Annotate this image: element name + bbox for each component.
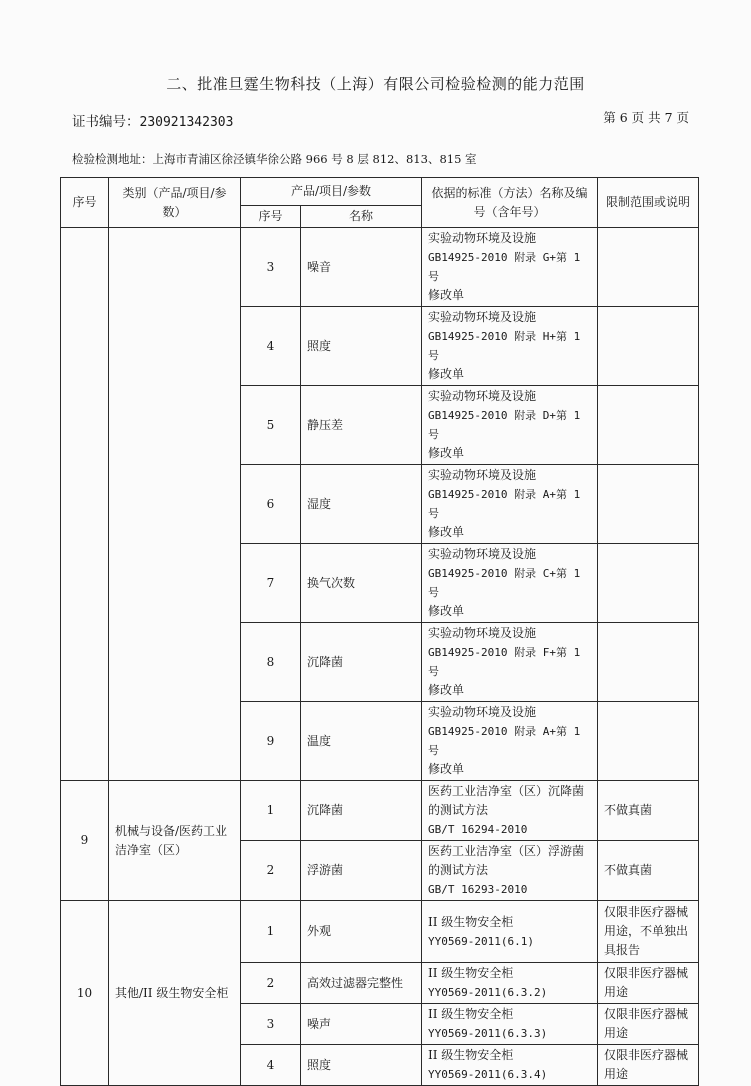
certificate-number [72,110,233,130]
page-title: 二、批准旦霆生物科技（上海）有限公司检验检测的能力范围 [166,75,585,93]
row-limit: 不做真菌 [598,781,699,841]
row-seq: 6 [241,465,301,544]
table-row [61,228,699,307]
header-standard: 依据的标准（方法）名称及编号（含年号） [422,178,598,228]
std-line: II 级生物安全柜 [428,1007,514,1021]
row-limit: 仅限非医疗器械用途 [598,1004,699,1045]
group-category: 机械与设备/医药工业洁净室（区） [109,781,241,901]
std-line: 修改单 [428,683,465,697]
group-category: 其他/II 级生物安全柜 [109,901,241,1086]
std-line: YY0569-2011(6.3.3) [428,1027,548,1040]
row-seq: 2 [241,963,301,1004]
row-seq: 4 [241,307,301,386]
row-seq: 4 [241,1045,301,1086]
row-name: 照度 [301,1045,422,1086]
row-limit: 仅限非医疗器械用途，不单独出具报告 [598,901,699,963]
std-line: 的测试方法 [428,803,489,817]
std-line: II 级生物安全柜 [428,966,514,980]
row-name: 浮游菌 [301,841,422,901]
std-line: GB14925-2010 附录 G+第 1 号 [428,251,581,283]
row-name: 外观 [301,901,422,963]
row-name: 沉降菌 [301,781,422,841]
std-line: 实验动物环境及设施 [428,547,537,561]
row-standard [422,1045,598,1086]
header-product-group: 产品/项目/参数 [241,178,422,206]
address-value: 上海市青浦区徐泾镇华徐公路 966 号 8 层 812、813、815 室 [152,152,477,166]
row-name: 换气次数 [301,544,422,623]
row-seq: 3 [241,1004,301,1045]
row-limit [598,228,699,307]
std-line: GB14925-2010 附录 D+第 1 号 [428,409,581,441]
header-name: 名称 [301,206,422,228]
row-limit [598,386,699,465]
row-standard [422,307,598,386]
row-name: 噪声 [301,1004,422,1045]
row-standard [422,465,598,544]
std-line: 修改单 [428,446,465,460]
group-seq [61,228,109,781]
group-category [109,228,241,781]
row-name: 静压差 [301,386,422,465]
table-row [61,901,699,963]
header-category: 类别（产品/项目/参数） [109,178,241,228]
row-limit [598,702,699,781]
capability-table [60,177,699,1086]
row-standard [422,544,598,623]
row-seq: 1 [241,901,301,963]
header-seq: 序号 [61,178,109,228]
cert-value: 230921342303 [139,115,234,130]
row-standard [422,623,598,702]
test-address [72,151,477,167]
std-line: GB/T 16293-2010 [428,883,528,896]
std-line: 修改单 [428,604,465,618]
row-limit [598,623,699,702]
std-line: GB14925-2010 附录 F+第 1 号 [428,646,581,678]
row-name: 高效过滤器完整性 [301,963,422,1004]
row-standard [422,1004,598,1045]
row-standard [422,228,598,307]
row-seq: 1 [241,781,301,841]
row-limit [598,465,699,544]
std-line: 修改单 [428,367,465,381]
std-line: GB14925-2010 附录 A+第 1 号 [428,488,581,520]
std-line: II 级生物安全柜 [428,914,514,929]
header-sub-seq: 序号 [241,206,301,228]
group-seq: 9 [61,781,109,901]
std-line: YY0569-2011(6.3.2) [428,986,548,999]
std-line: 修改单 [428,762,465,776]
row-standard [422,901,598,963]
row-limit: 不做真菌 [598,841,699,901]
row-standard [422,702,598,781]
group-seq: 10 [61,901,109,1086]
std-line: II 级生物安全柜 [428,1048,514,1062]
std-line: 的测试方法 [428,863,489,877]
table-row [61,781,699,841]
std-line: GB14925-2010 附录 C+第 1 号 [428,567,581,599]
std-line: 实验动物环境及设施 [428,231,537,245]
row-seq: 3 [241,228,301,307]
address-label: 检验检测地址： [72,152,153,166]
std-line: 医药工业洁净室（区）浮游菌 [428,844,585,858]
std-line: GB14925-2010 附录 H+第 1 号 [428,330,581,362]
std-line: 实验动物环境及设施 [428,705,537,719]
row-seq: 8 [241,623,301,702]
header-limit: 限制范围或说明 [598,178,699,228]
row-limit: 仅限非医疗器械用途 [598,1045,699,1086]
row-seq: 9 [241,702,301,781]
row-standard [422,963,598,1004]
std-line: GB/T 16294-2010 [428,823,528,836]
page-indicator: 第 6 页 共 7 页 [603,110,689,125]
row-standard [422,781,598,841]
row-name: 照度 [301,307,422,386]
std-line: 实验动物环境及设施 [428,468,537,482]
std-line: 实验动物环境及设施 [428,389,537,403]
row-limit [598,544,699,623]
cert-label: 证书编号： [72,114,140,130]
std-line: YY0569-2011(6.1) [428,934,534,948]
row-seq: 7 [241,544,301,623]
std-line: YY0569-2011(6.3.4) [428,1068,548,1081]
row-seq: 2 [241,841,301,901]
row-standard [422,386,598,465]
row-name: 噪音 [301,228,422,307]
std-line: GB14925-2010 附录 A+第 1 号 [428,725,581,757]
std-line: 修改单 [428,525,465,539]
row-seq: 5 [241,386,301,465]
row-name: 沉降菌 [301,623,422,702]
row-standard [422,841,598,901]
std-line: 医药工业洁净室（区）沉降菌 [428,784,585,798]
row-name: 湿度 [301,465,422,544]
row-limit: 仅限非医疗器械用途 [598,963,699,1004]
std-line: 修改单 [428,288,465,302]
std-line: 实验动物环境及设施 [428,310,537,324]
row-name: 温度 [301,702,422,781]
std-line: 实验动物环境及设施 [428,626,537,640]
row-limit [598,307,699,386]
